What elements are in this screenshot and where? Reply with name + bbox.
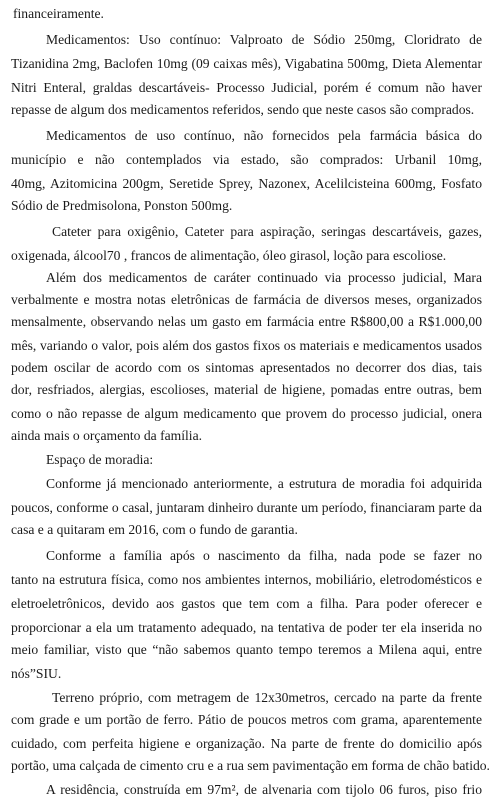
text-line: dor, resfriados, alergias, escolioses, material de higiene, pomadas entre outras, bem: [11, 382, 482, 397]
text-line: Espaço de moradia:: [46, 452, 154, 467]
text-line: ainda mais o orçamento da família.: [11, 428, 202, 443]
text-line: Cateter para oxigênio, Cateter para aspiração, seringas descartáveis, gazes,: [52, 224, 482, 239]
text-line: meio familiar, visto que “não sabemos quanto tempo teremos a Milena aqui, entre: [11, 642, 482, 657]
text-line: Conforme já mencionado anteriormente, a estrutura de moradia foi adquirida: [46, 476, 482, 491]
text-line: verbalmente e mostra notas eletrônicas de farmácia de diversos meses, organizados: [11, 292, 482, 307]
text-line: Terreno próprio, com metragem de 12x30metros, cercado na parte da frente: [52, 690, 482, 705]
text-line: Medicamentos de uso contínuo, não fornecidos pela farmácia básica do: [46, 128, 482, 143]
text-line: casa e a quitaram em 2016, com o fundo de garantia.: [11, 522, 298, 537]
text-line: portão, uma calçada de cimento cru e a rua sem pavimentação em forma de chão batido.: [11, 758, 490, 773]
text-line: podem oscilar de acordo com os sintomas apresentados no decorrer dos dias, tais: [11, 360, 482, 375]
text-line: nós”SIU.: [11, 666, 62, 681]
text-line: mês, variando o valor, pois além dos gastos fixos os materiais e medicamentos usados: [11, 338, 482, 353]
text-line: 40mg, Azitomicina 200gm, Seretide Sprey, Nazonex, Acelilcisteina 600mg, Fosfato: [11, 176, 482, 191]
text-line: oxigenada, álcool70 , francos de alimentação, óleo girasol, loção para escoliose.: [11, 248, 447, 263]
text-line: Além dos medicamentos de caráter continuado via processo judicial, Mara: [46, 270, 482, 285]
text-line: com grade e um portão de ferro. Pátio de poucos metros com grama, aparentemente: [11, 712, 482, 727]
text-line: poucos, conforme o casal, juntaram dinheiro durante um período, financiaram parte da: [11, 500, 482, 515]
text-line: A residência, construída em 97m², de alvenaria com tijolo 06 furos, piso frio: [46, 782, 482, 797]
text-line: cuidado, com perfeita higiene e organização. Na parte de frente do domicilio após: [11, 736, 482, 751]
text-line: Sódio de Predmisolona, Ponston 500mg.: [11, 198, 233, 213]
text-line: Nitri Enteral, graldas descartáveis- Processo Judicial, porém é comum não haver: [11, 80, 482, 95]
text-line: financeiramente.: [13, 6, 104, 21]
text-line: como o não repasse de algum medicamento que provem do processo judicial, onera: [11, 406, 482, 421]
text-line: tanto na estrutura física, como nos ambientes internos, mobiliário, eletrodomésticos e: [11, 572, 482, 587]
text-line: mensalmente, observando nelas um gasto em farmácia entre R$800,00 a R$1.000,00: [11, 314, 482, 329]
text-line: Tizanidina 2mg, Baclofen 10mg (09 caixas mês), Vigabatina 500mg, Dieta Alementar: [11, 56, 482, 71]
text-line: repasse de algum dos medicamentos referidos, sendo que neste casos são comprados.: [11, 102, 475, 117]
text-line: proporcionar a ela um tratamento adequado, na tentativa de poder ter ela inserida no: [11, 620, 482, 635]
text-line: município e não contemplados via estado, são comprados: Urbanil 10mg,: [11, 152, 482, 167]
text-line: Medicamentos: Uso contínuo: Valproato de Sódio 250mg, Cloridrato de: [46, 32, 482, 47]
text-line: Conforme a família após o nascimento da filha, nada pode se fazer no: [46, 548, 482, 563]
text-line: eletroeletrônicos, devido aos gastos que tem com a filha. Para poder oferecer e: [11, 596, 482, 611]
